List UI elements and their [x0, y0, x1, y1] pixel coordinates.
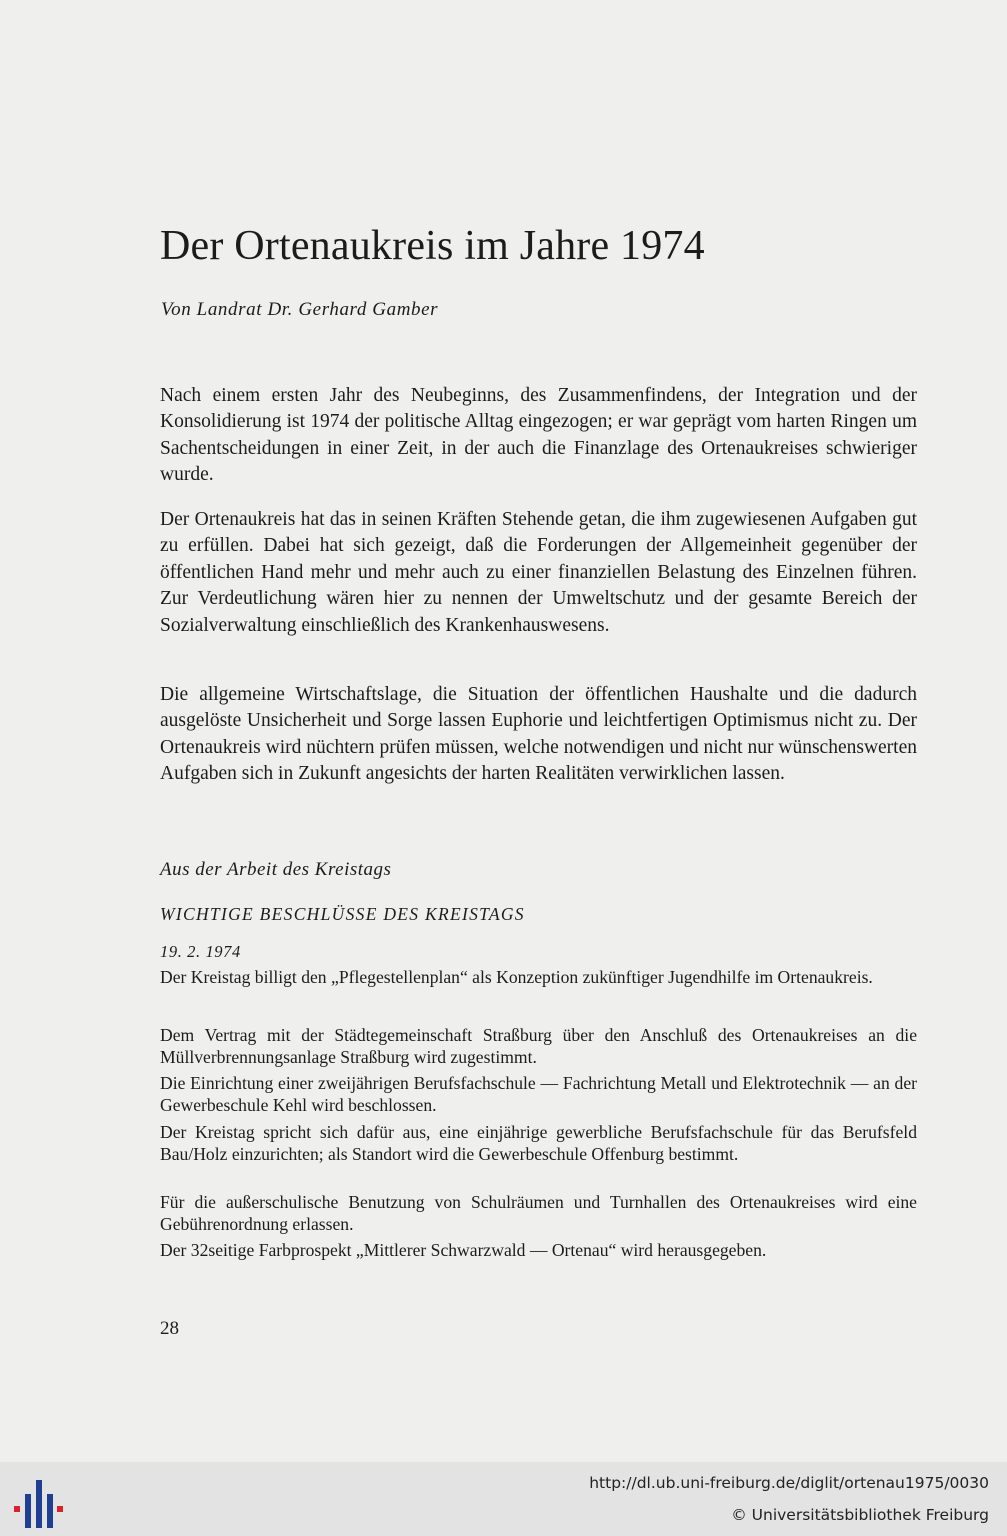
article-title: Der Ortenaukreis im Jahre 1974 — [160, 223, 705, 269]
subsection-heading: WICHTIGE BESCHLÜSSE DES KREISTAGS — [160, 904, 525, 924]
resolution-item: Der Kreistag spricht sich dafür aus, eine einjährige gewerbliche Berufsfachschule für das Berufsfeld Bau/Holz einzurichten; als Standort wird die Gewerbeschule Offenburg bestimmt. — [160, 1122, 917, 1164]
resolution-item: Die Einrichtung einer zweijährigen Berufsfachschule — Fachrichtung Metall und Elektrotechnik — an der Gewerbeschule Kehl wird beschlossen. — [160, 1073, 917, 1115]
viewer-footer — [0, 1462, 1007, 1536]
resolution-date: 19. 2. 1974 — [160, 942, 241, 961]
resolution-item: Der Kreistag billigt den „Pflegestellenplan“ als Konzeption zukünftiger Jugendhilfe im Ortenaukreis. — [160, 967, 873, 987]
article-author: Von Landrat Dr. Gerhard Gamber — [161, 299, 439, 320]
document-url-link[interactable]: http://dl.ub.uni-freiburg.de/diglit/ortenau1975/0030 — [589, 1474, 989, 1492]
copyright-notice: © Universitätsbibliothek Freiburg — [731, 1506, 989, 1524]
resolution-item: Der 32seitige Farbprospekt „Mittlerer Schwarzwald — Ortenau“ wird herausgegeben. — [160, 1240, 767, 1260]
section-heading: Aus der Arbeit des Kreistags — [160, 859, 392, 880]
resolution-item: Dem Vertrag mit der Städtegemeinschaft Straßburg über den Anschluß des Ortenaukreises an die Müllverbrennungsanlage Straßburg wird zugestimmt. — [160, 1025, 917, 1067]
paragraph-2: Der Ortenaukreis hat das in seinen Kräften Stehende getan, die ihm zugewiesenen Aufgaben gut zu erfüllen. Dabei hat sich gezeigt, daß die Forderungen der Allgemeinheit gegenüber der öffentlichen Hand mehr und mehr auch zu einer finanziellen Belastung des Einzelnen führen. Zur Verdeutlichung wären hier zu nennen der Umweltschutz und der gesamte Bereich der Sozialverwaltung einschließlich des Krankenhauswesens. — [160, 509, 917, 636]
resolution-item: Für die außerschulische Benutzung von Schulräumen und Turnhallen des Ortenaukreises wird eine Gebührenordnung erlassen. — [160, 1192, 917, 1234]
paragraph-3: Die allgemeine Wirtschaftslage, die Situation der öffentlichen Haushalte und die dadurch ausgelöste Unsicherheit und Sorge lassen Euphorie und leichtfertigen Optimismus nicht zu. Der Ortenaukreis wird nüchtern prüfen müssen, welche notwendigen und nicht nur wünschenswerten Aufgaben sich in Zukunft angesichts der harten Realitäten verwirklichen lassen. — [160, 684, 917, 785]
paragraph-1: Nach einem ersten Jahr des Neubeginns, des Zusammenfindens, der Integration und der Konsolidierung ist 1974 der politische Alltag eingezogen; er war geprägt vom harten Ringen um Sachentscheidungen in einer Zeit, in der auch die Finanzlage des Ortenaukreises schwieriger wurde. — [160, 385, 917, 486]
ub-freiburg-logo-icon — [12, 1476, 64, 1528]
page-number: 28 — [160, 1318, 179, 1339]
